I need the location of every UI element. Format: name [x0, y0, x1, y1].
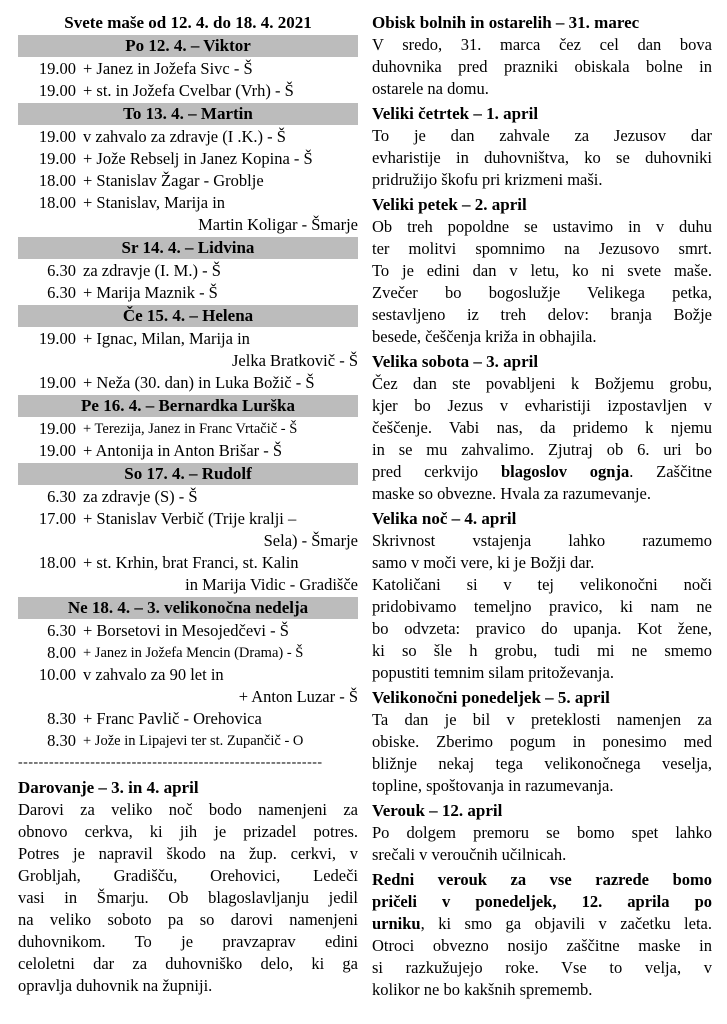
text-line: Čez dan ste povabljeni k Božjemu grobu, [372, 374, 712, 393]
mass-time: 19.00 [38, 419, 76, 438]
day-header: Po 12. 4. – Viktor [18, 35, 358, 57]
dashed-separator: ----------------------------------------------------------- [18, 755, 323, 770]
mass-row [18, 80, 358, 102]
mass-time: 8.30 [47, 731, 76, 750]
section-heading-veliki-cetrtek: Veliki četrtek – 1. april [372, 104, 539, 123]
text-line: kjer bo Jezus v evharistiji izpostavljen v [372, 396, 712, 415]
mass-time: 6.30 [47, 621, 76, 640]
text-line: popustiti temnim silam pritoževanja. [372, 663, 614, 682]
mass-row [18, 708, 358, 730]
mass-row [18, 730, 358, 752]
mass-row [18, 170, 358, 192]
mass-row [18, 418, 358, 440]
mass-intention: + st. in Jožefa Cvelbar (Vrh) - Š [83, 81, 294, 100]
section-heading-velikonocni-ponedeljek: Velikonočni ponedeljek – 5. april [372, 688, 610, 707]
mass-row [18, 126, 358, 148]
mass-time: 19.00 [38, 59, 76, 78]
text-line: ter molitvi spomnimo na Jezusovo smrt. [372, 239, 712, 258]
mass-row-continuation [18, 530, 358, 552]
mass-row-continuation [18, 214, 358, 236]
text-line: vasi in Šmarju. Ob blagoslavljanju jedil [18, 888, 358, 907]
mass-row [18, 58, 358, 80]
text-line: in se mu zahvalimo. Zjutraj ob 6. uri bo [372, 440, 712, 459]
section-heading-velika-noc: Velika noč – 4. april [372, 509, 517, 528]
schedule-title: Svete maše od 12. 4. do 18. 4. 2021 [64, 13, 312, 32]
text-line: samo v moči vere, ki je Božji dar. [372, 553, 595, 572]
mass-row [18, 620, 358, 642]
mass-row-continuation [18, 686, 358, 708]
mass-time: 19.00 [38, 81, 76, 100]
mass-row-continuation [18, 350, 358, 372]
text-line: obiske. Zberimo pogum in ponesimo med [372, 732, 712, 751]
bold-fragment: blagoslov ognja [500, 462, 630, 481]
mass-intention: Sela) - Šmarje [263, 531, 358, 550]
section-body-velikonocni-ponedeljek [372, 709, 712, 797]
mass-time: 19.00 [38, 127, 76, 146]
mass-row [18, 508, 358, 530]
text-line: ostarele na domu. [372, 79, 489, 98]
mass-intention: + Stanislav, Marija in [83, 193, 226, 212]
mass-time: 6.30 [47, 487, 76, 506]
section-heading-verouk: Verouk – 12. april [372, 801, 503, 820]
text-line: pridružijo škofu pri krizmeni maši. [372, 170, 603, 189]
section-heading-velika-sobota: Velika sobota – 3. april [372, 352, 539, 371]
mass-row [18, 148, 358, 170]
text-line: V sredo, 31. marca čez cel dan bova [372, 35, 712, 54]
mass-time: 19.00 [38, 373, 76, 392]
mass-time: 6.30 [47, 261, 76, 280]
mass-time: 19.00 [38, 329, 76, 348]
mass-time: 18.00 [38, 193, 76, 212]
section-heading-obisk: Obisk bolnih in ostarelih – 31. marec [372, 13, 640, 32]
mass-intention: v zahvalo za zdravje (I .K.) - Š [83, 127, 286, 146]
text-fragment: pred cerkvijo [372, 462, 501, 481]
text-line: bo odvzeta: pravico do upanja. Kot žene, [372, 619, 712, 638]
text-line: Darovi za veliko noč bodo namenjeni za [18, 800, 358, 819]
text-line: duhovnika pred prazniki obiskala bolne in [372, 57, 712, 76]
text-line: pridobivamo temeljno pravico, ki nam ne [372, 597, 712, 616]
text-line: Grobljah, Gradišču, Orehovici, Ledeči [18, 866, 358, 885]
text-line: Ob treh popoldne se ustavimo in v duhu [372, 217, 712, 236]
mass-intention: Jelka Bratkovič - Š [231, 351, 358, 370]
mass-row [18, 664, 358, 686]
text-line: srečali v veroučnih učilnicah. [372, 845, 567, 864]
mass-intention: + Marija Maznik - Š [83, 283, 218, 302]
mass-intention: + Borsetovi in Mesojedčevi - Š [83, 621, 289, 640]
mass-schedule-column [18, 12, 358, 997]
day-header: Če 15. 4. – Helena [18, 305, 358, 327]
section-heading-veliki-petek: Veliki petek – 2. april [372, 195, 527, 214]
mass-time: 19.00 [38, 149, 76, 168]
text-line: na veliko soboto pa so darovi namenjeni [18, 910, 358, 929]
section-body-veliki-petek [372, 216, 712, 348]
mass-intention: + Neža (30. dan) in Luka Božič - Š [83, 373, 315, 392]
mass-row-continuation [18, 574, 358, 596]
mass-row [18, 552, 358, 574]
mass-intention: + Jože in Lipajevi ter st. Zupančič - O [83, 733, 304, 749]
mass-row [18, 282, 358, 304]
mass-intention: in Marija Vidic - Gradišče [185, 575, 358, 594]
text-line: evharistije in duhovništva, ko se duhovniki [372, 148, 712, 167]
day-header: To 13. 4. – Martin [18, 103, 358, 125]
text-line: Po dolgem premoru se bomo spet lahko [372, 823, 712, 842]
mass-intention: + Stanislav Žagar - Groblje [83, 171, 264, 190]
day-header: So 17. 4. – Rudolf [18, 463, 358, 485]
mass-time: 10.00 [38, 665, 76, 684]
mass-row [18, 260, 358, 282]
text-line: Otroci obvezno nosijo zaščitne maske in [372, 936, 712, 955]
text-line: si razkužujejo roke. Vse to velja, v [372, 958, 712, 977]
bold-line: Redni verouk za vse razrede bomo [372, 870, 712, 889]
section-body-redni-verouk [372, 869, 712, 1001]
mass-time: 18.00 [38, 171, 76, 190]
day-header: Ne 18. 4. – 3. velikonočna nedelja [18, 597, 358, 619]
mass-time: 17.00 [38, 509, 76, 528]
text-fragment: , ki smo ga objavili v začetku leta. [420, 914, 712, 933]
mass-intention: + Anton Luzar - Š [238, 687, 358, 706]
text-line: topline, spoštovanja in razumevanja. [372, 776, 614, 795]
text-line: obnovo cerkva, ki jih je prizadel potres. [18, 822, 358, 841]
text-fragment: . Zaščitne [629, 462, 713, 481]
mass-intention: + Janez in Jožefa Mencin (Drama) - Š [83, 645, 304, 661]
text-line: kolikor ne bo kakšnih sprememb. [372, 980, 593, 999]
section-body-velika-sobota [372, 373, 712, 505]
mass-row [18, 372, 358, 394]
bold-line: pričeli v ponedeljek, 12. aprila po [372, 892, 712, 911]
mass-row [18, 486, 358, 508]
section-body-veliki-cetrtek [372, 125, 712, 191]
day-header: Sr 14. 4. – Lidvina [18, 237, 358, 259]
section-body-darovanje [18, 799, 358, 997]
text-line: Skrivnost vstajenja lahko razumemo [372, 531, 712, 550]
text-line: Zvečer bo bogoslužje Velikega petka, [372, 283, 712, 302]
mass-row [18, 192, 358, 214]
mass-intention: + Antonija in Anton Brišar - Š [83, 441, 283, 460]
text-line: To je edini dan v letu, ko ni svete maše. [372, 261, 712, 280]
text-line: češčenje. Vabi nas, da pridemo k njemu [372, 418, 712, 437]
mass-time: 18.00 [38, 553, 76, 572]
section-body-velika-noc [372, 530, 712, 684]
text-line: duhovnikom. To je pravzaprav edini [18, 932, 358, 951]
mass-row [18, 328, 358, 350]
text-line: opravlja duhovnik na župniji. [18, 976, 213, 995]
text-line [372, 461, 712, 483]
mass-intention: + Jože Rebselj in Janez Kopina - Š [83, 149, 313, 168]
mass-time: 6.30 [47, 283, 76, 302]
text-line: maske so obvezne. Hvala za razumevanje. [372, 484, 651, 503]
text-line: To je dan zahvale za Jezusov dar [372, 126, 712, 145]
text-line: Ta dan je bil v preteklosti namenjen za [372, 710, 712, 729]
mass-intention: za zdravje (I. M.) - Š [83, 261, 221, 280]
text-line [372, 913, 712, 935]
text-line: sestavljeno iz treh delov: branja Božje [372, 305, 712, 324]
mass-intention: + Terezija, Janez in Franc Vrtačič - Š [83, 421, 298, 437]
section-heading-darovanje: Darovanje – 3. in 4. april [18, 778, 199, 797]
mass-row [18, 642, 358, 664]
text-line: celoletni dar za duhovniško delo, ki ga [18, 954, 358, 973]
bold-fragment: urniku [372, 914, 421, 933]
mass-intention: + Franc Pavlič - Orehovica [83, 709, 262, 728]
text-line: Katoličani si v tej velikonočni noči [372, 575, 712, 594]
mass-intention: + Stanislav Verbič (Trije kralji – [83, 509, 297, 528]
section-body-verouk [372, 822, 712, 866]
mass-intention: v zahvalo za 90 let in [83, 665, 224, 684]
text-line: Potres je napravil škodo na žup. cerkvi, v [18, 844, 358, 863]
text-line: besede, češčenja križa in obhajila. [372, 327, 597, 346]
mass-time: 8.30 [47, 709, 76, 728]
mass-row [18, 440, 358, 462]
announcements-column [372, 12, 712, 1001]
mass-intention: + Janez in Jožefa Sivc - Š [83, 59, 253, 78]
section-body-obisk [372, 34, 712, 100]
day-header: Pe 16. 4. – Bernardka Lurška [18, 395, 358, 417]
mass-intention: + st. Krhin, brat Franci, st. Kalin [83, 553, 299, 572]
mass-time: 19.00 [38, 441, 76, 460]
text-line: ki so šle h grobu, tudi mi ne smemo [372, 641, 712, 660]
mass-time: 8.00 [47, 643, 76, 662]
text-line: bližnje nekaj tega velikonočnega veselja, [372, 754, 712, 773]
mass-intention: za zdravje (S) - Š [83, 487, 198, 506]
mass-intention: Martin Koligar - Šmarje [198, 215, 358, 234]
mass-intention: + Ignac, Milan, Marija in [83, 329, 250, 348]
